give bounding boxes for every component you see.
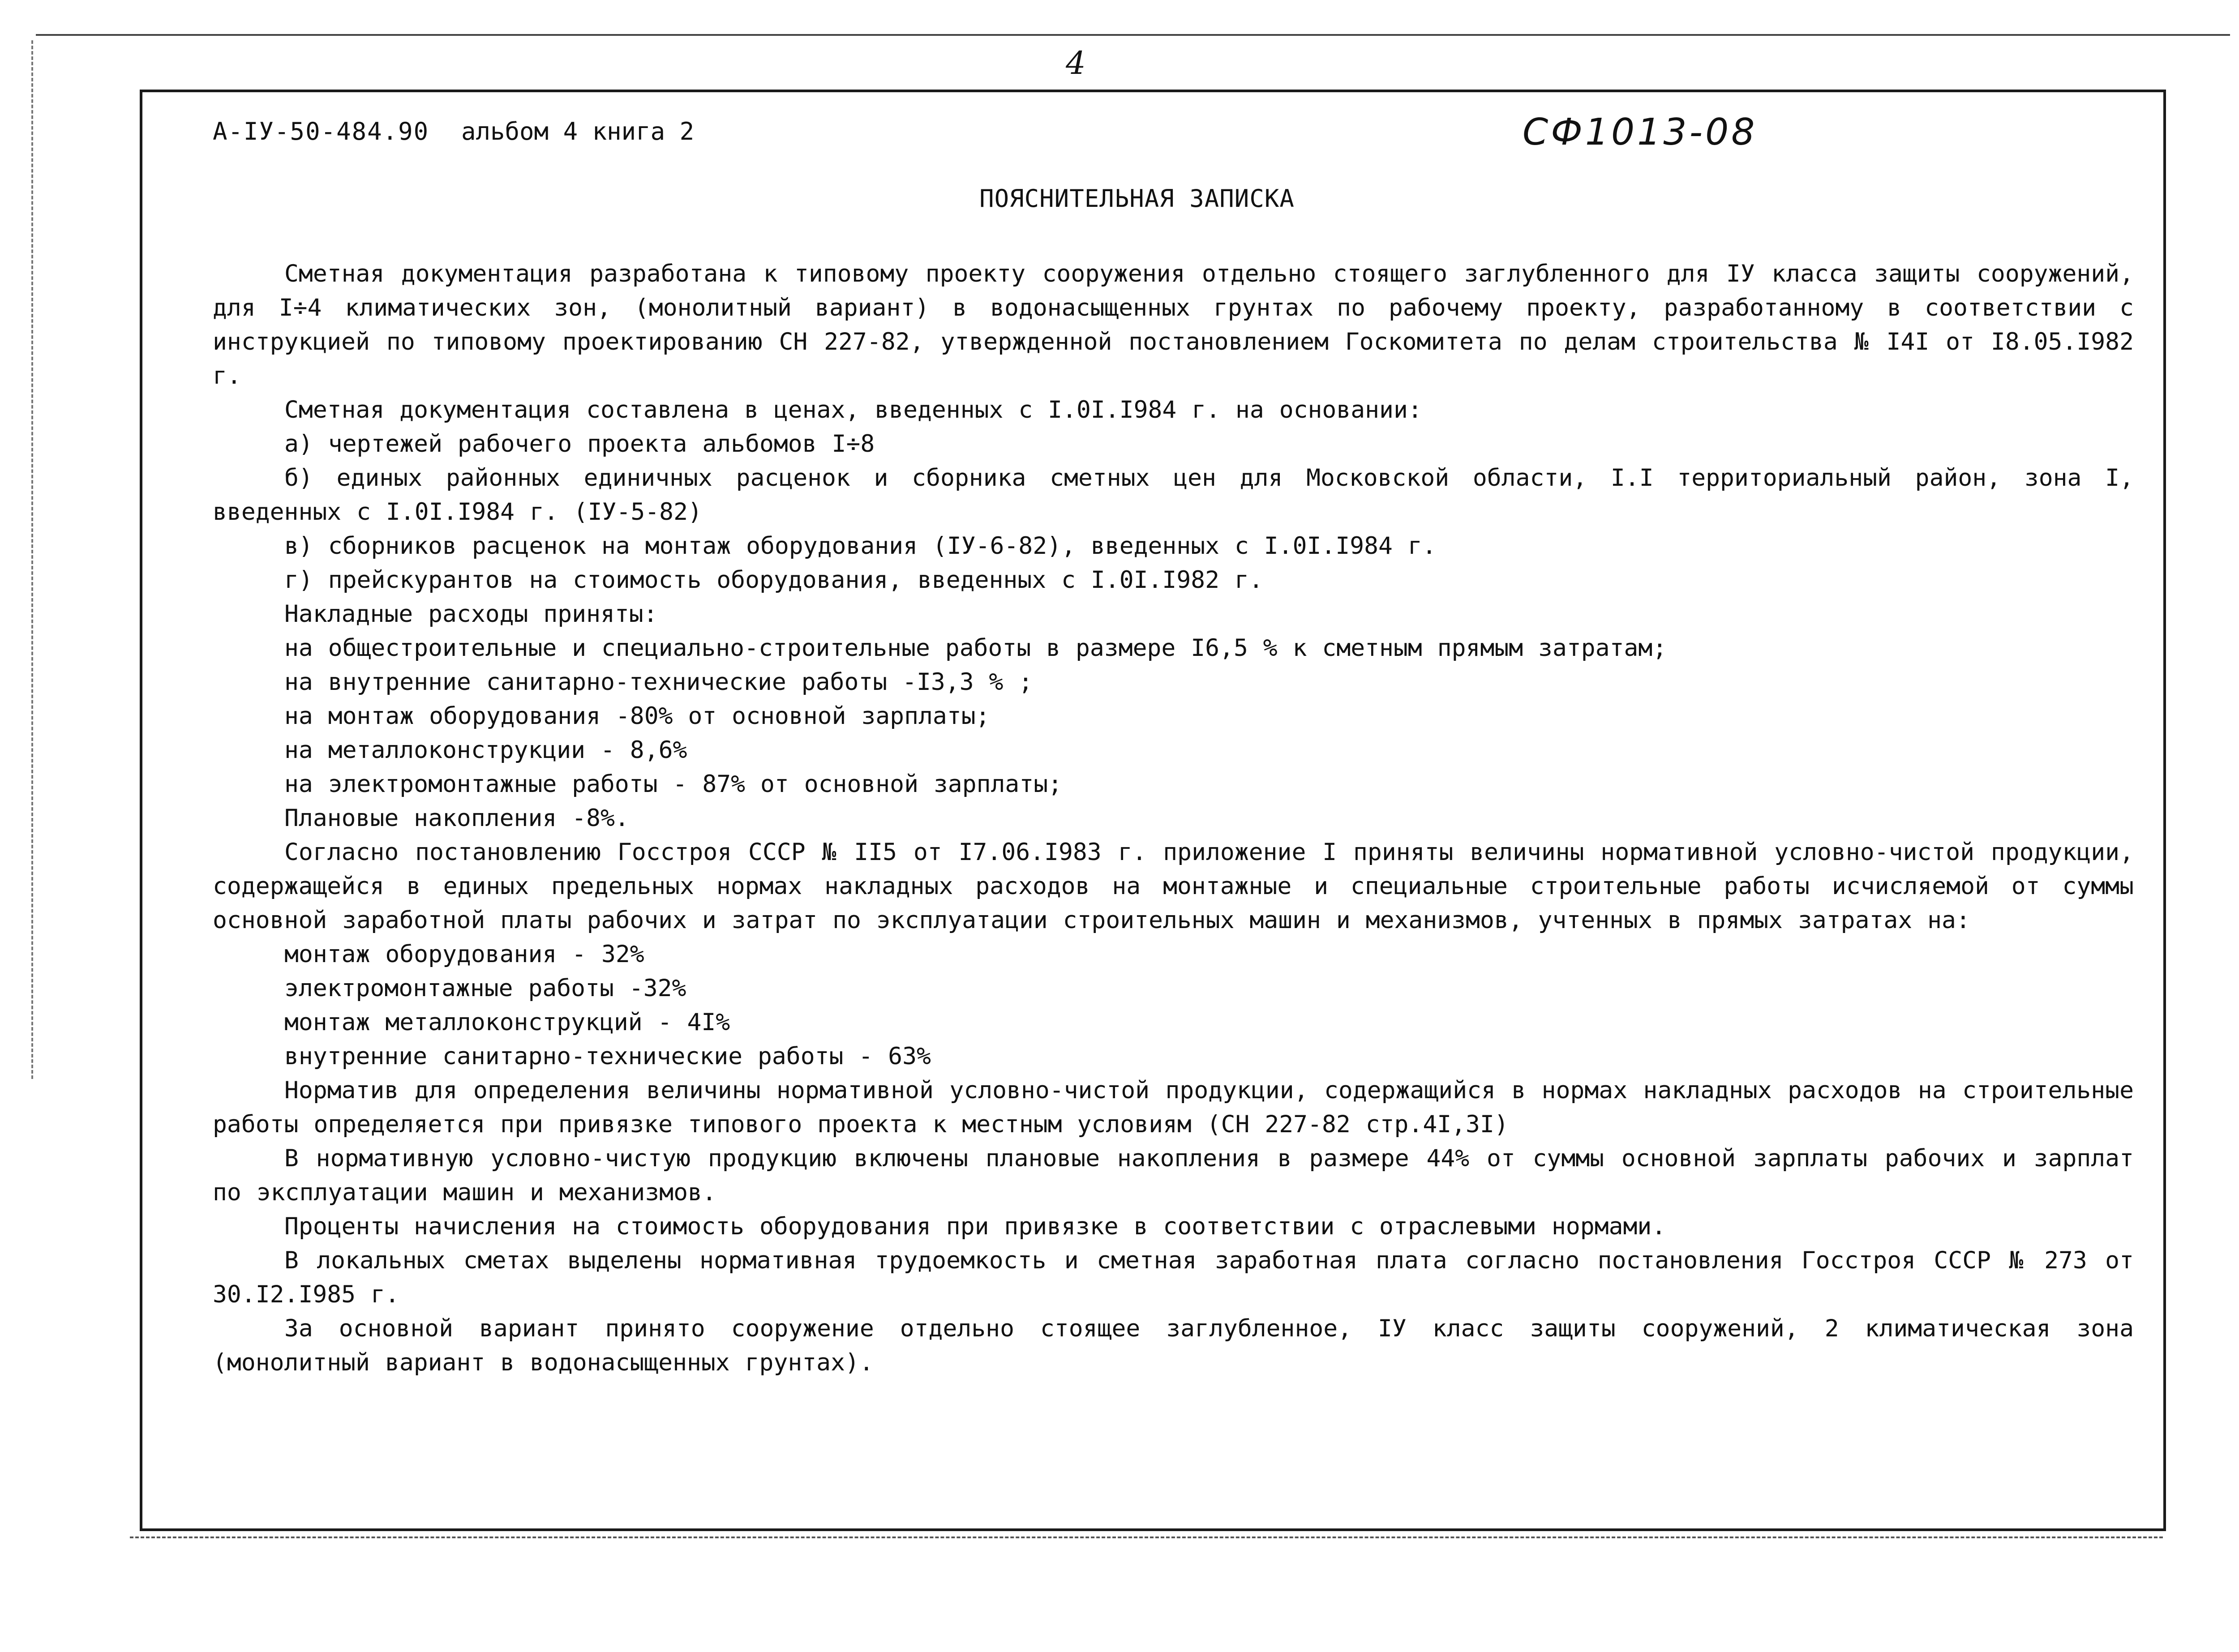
body-text: [213, 257, 2134, 1380]
list-item: внутренние санитарно-технические работы - 63%: [284, 1043, 931, 1070]
paragraph: Накладные расходы приняты:: [284, 600, 658, 628]
list-item: монтаж металлоконструкций - 4I%: [284, 1009, 730, 1036]
document-title: ПОЯСНИТЕЛЬНАЯ ЗАПИСКА: [979, 184, 1295, 213]
list-item: электромонтажные работы -32%: [284, 975, 686, 1002]
outer-top-rule: [36, 34, 2230, 36]
paragraph: Согласно постановлению Госстроя СССР № II5 от I7.06.I983 г. приложение I приняты величины нормативной условно-чистой продукции, содержащейся в единых предельных нормах накладных расходов на монтажные и специальные строительные работы исчисляемой от суммы основной заработной платы рабочих и затрат по эксплуатации строительных машин и механизмов, учтенных в прямых затратах на:: [213, 839, 2134, 934]
list-item: на общестроительные и специально-строительные работы в размере I6,5 % к сметным прямым затратам;: [284, 634, 1667, 662]
paragraph: В нормативную условно-чистую продукцию включены плановые накопления в размере 44% от суммы основной зарплаты рабочих и зарплат по эксплуатации машин и механизмов.: [213, 1145, 2134, 1206]
list-item: на внутренние санитарно-технические работы -I3,3 % ;: [284, 668, 1033, 696]
paragraph: За основной вариант принято сооружение отдельно стоящее заглубленное, IУ класс защиты сооружений, 2 климатическая зона (монолитный вариант в водонасыщенных грунтах).: [213, 1315, 2134, 1376]
document-code: А-IУ-50-484.90: [213, 117, 429, 146]
paragraph: Сметная документация разработана к типовому проекту сооружения отдельно стоящего заглубленного для IУ класса защиты сооружений, для I÷4 климатических зон, (монолитный вариант) в водонасыщенных грунтах по рабочему проекту, разработанному в соответствии с инструкцией по типовому проектированию СН 227-82, утвержденной постановлением Госкомитета по делам строительства № I4I от I8.05.I982 г.: [213, 260, 2134, 389]
paragraph: В локальных сметах выделены нормативная трудоемкость и сметная заработная плата согласно постановления Госстроя СССР № 273 от 30.I2.I985 г.: [213, 1247, 2134, 1308]
list-item: на монтаж оборудования -80% от основной зарплаты;: [284, 702, 990, 730]
outer-bottom-rule: [130, 1536, 2163, 1538]
paragraph: Плановые накопления -8%.: [284, 805, 629, 832]
paragraph: Сметная документация составлена в ценах, введенных с I.0I.I984 г. на основании:: [284, 396, 1422, 424]
page-number: 4: [1066, 45, 1086, 81]
album-info: альбом 4 книга 2: [461, 117, 695, 146]
list-item: г) прейскурантов на стоимость оборудования, введенных с I.0I.I982 г.: [284, 566, 1263, 594]
list-item: на электромонтажные работы - 87% от основной зарплаты;: [284, 770, 1063, 798]
handwritten-code: СФ1013-08: [1523, 111, 1758, 154]
paragraph: Проценты начисления на стоимость оборудования при привязке в соответствии с отраслевыми нормами.: [284, 1213, 1666, 1240]
paragraph: Норматив для определения величины нормативной условно-чистой продукции, содержащийся в нормах накладных расходов на строительные работы определяется при привязке типового проекта к местным условиям (СН 227-82 стр.4I,3I): [213, 1077, 2134, 1138]
list-item: а) чертежей рабочего проекта альбомов I÷8: [284, 430, 875, 458]
list-item: на металлоконструкции - 8,6%: [284, 736, 687, 764]
list-item: в) сборников расценок на монтаж оборудования (IУ-6-82), введенных с I.0I.I984 г.: [284, 532, 1437, 560]
list-item: монтаж оборудования - 32%: [284, 941, 644, 968]
list-item: б) единых районных единичных расценок и сборника сметных цен для Московской области, I.I территориальный район, зона I, введенных с I.0I.I984 г. (IУ-5-82): [213, 464, 2134, 526]
